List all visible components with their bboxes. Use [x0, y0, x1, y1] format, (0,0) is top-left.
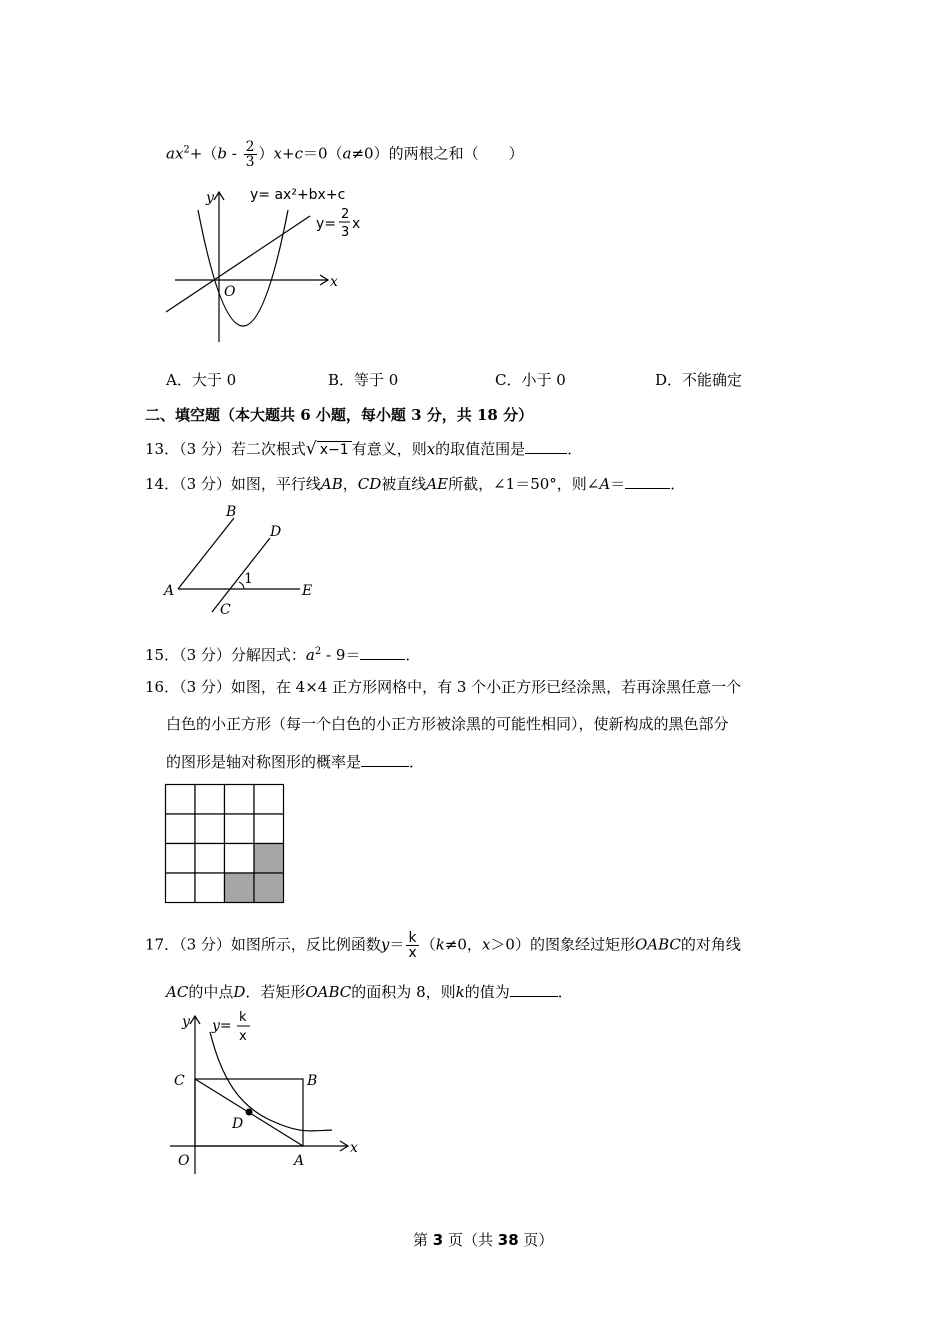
q17-point-d [246, 1109, 253, 1116]
q17-curve-label-den: x [239, 1029, 247, 1044]
q14-ae: AE [426, 475, 449, 493]
sqrt-icon: √ [305, 439, 317, 459]
grid-cell [225, 844, 255, 874]
footer-page-number: 3 [432, 1231, 444, 1249]
q12-stem-eq: ＝0（ [302, 144, 343, 163]
q16-grid [165, 784, 285, 902]
q12-line-label-x: x [352, 216, 361, 232]
q16-line1: 16．（3 分）如图，在 4×4 正方形网格中，有 3 个小正方形已经涂黑，若再涂黑任意一个 [145, 678, 742, 696]
q17-y: y [380, 935, 390, 954]
q12-option-d[interactable] [655, 370, 742, 390]
q13-answer-blank[interactable] [525, 439, 567, 454]
footer-total-pages: 38 [497, 1231, 519, 1249]
q12-option-a[interactable] [166, 370, 236, 390]
grid-cell [195, 785, 225, 815]
q17-figure [160, 1008, 365, 1178]
q17-l2-end: ． [557, 983, 573, 1001]
q14-eq: ＝ [610, 475, 626, 493]
grid-cell [166, 814, 196, 844]
q17-line1 [145, 931, 741, 960]
q12-graph [160, 182, 380, 352]
q12-stem-x: x [273, 144, 282, 163]
q12-option-b-text: 等于 0 [354, 371, 399, 389]
q13-var: x [426, 440, 436, 458]
q15-a: a [305, 646, 315, 664]
q17-l2-b: ．若矩形 [245, 983, 306, 1001]
q17-l2-e: 的值为 [464, 983, 510, 1001]
q14-end: ． [670, 475, 686, 493]
footer-suffix: 页） [518, 1231, 554, 1249]
q17-prefix: 17．（3 分）如图所示，反比例函数 [145, 935, 381, 954]
q12-stem-plus: + [281, 144, 295, 163]
page-footer [413, 1230, 553, 1250]
q12-line-label-den: 3 [341, 225, 350, 240]
q14-angle-a: A [599, 475, 611, 493]
q15-answer-blank[interactable] [360, 645, 405, 660]
q17-frac-den: x [408, 945, 417, 961]
q12-x-label: x [330, 274, 338, 290]
q17-frac-num: k [406, 931, 418, 946]
q12-y-label: y [206, 190, 214, 206]
q17-d: D [233, 983, 246, 1001]
q17-label-d: D [232, 1116, 244, 1132]
q17-line2 [166, 982, 573, 1002]
q17-oabc: OABC [634, 935, 681, 954]
q16-answer-blank[interactable] [361, 752, 409, 767]
q12-frac-den: 3 [245, 154, 255, 170]
q17-k: k [435, 935, 445, 954]
q17-eq: ＝ [389, 935, 405, 954]
q17-l2-oabc: OABC [305, 983, 352, 1001]
q13-text [145, 439, 582, 459]
q17-l2-a: 的中点 [188, 983, 234, 1001]
q12-option-b-key: B． [328, 371, 355, 389]
q15-exp: 2 [314, 646, 322, 657]
q14-mid: 被直线 [381, 475, 427, 493]
q14-tail: 所截，∠1＝50°，则∠ [448, 475, 600, 493]
grid-cell [254, 814, 284, 844]
q14-label-a: A [164, 583, 175, 599]
q17-label-a: A [294, 1153, 305, 1169]
q12-stem-a: a [342, 144, 352, 163]
q14-prefix: 14．（3 分）如图，平行线 [145, 475, 321, 493]
q12-stem-minus: - [226, 144, 242, 163]
q12-stem-paren: ） [258, 144, 274, 163]
q12-option-a-key: A． [166, 371, 192, 389]
grid-cell-shaded [254, 844, 284, 874]
q15-prefix: 15．（3 分）分解因式： [145, 646, 306, 664]
q17-p3: ＞0）的图象经过矩形 [490, 935, 635, 954]
q12-stem-b: b [217, 144, 227, 163]
q12-stem-exp: 2 [183, 144, 190, 156]
q13-mid: 有意义，则 [351, 440, 427, 458]
q17-label-b: B [307, 1073, 318, 1089]
q13-radicand: x−1 [317, 441, 352, 458]
q12-option-d-text: 不能确定 [682, 371, 743, 389]
q17-answer-blank[interactable] [510, 982, 558, 997]
q14-cd: CD [357, 475, 382, 493]
footer-prefix: 第 [413, 1231, 433, 1249]
grid-cell [225, 785, 255, 815]
q12-stem-tail: ≠0）的两根之和（ ） [351, 144, 524, 163]
q14-sep: ， [342, 475, 358, 493]
q13-end: ． [567, 440, 583, 458]
q17-ac: AC [166, 983, 189, 1001]
grid-cell [254, 785, 284, 815]
q14-label-1: 1 [244, 571, 253, 587]
q14-line-ab [178, 518, 234, 589]
grid-cell [166, 873, 196, 903]
grid-cell [166, 785, 196, 815]
q12-fraction [244, 140, 257, 169]
q12-stem-text: +（ [189, 144, 218, 163]
q12-option-c[interactable] [495, 370, 566, 390]
q17-curve-label-num: k [239, 1010, 247, 1025]
q12-option-b[interactable] [328, 370, 398, 390]
q14-label-e: E [302, 583, 313, 599]
q16-line2: 白色的小正方形（每一个白色的小正方形被涂黑的可能性相同），使新构成的黑色部分 [166, 715, 729, 733]
q13-prefix: 13．（3 分）若二次根式 [145, 440, 306, 458]
q17-fraction [406, 931, 418, 960]
q12-stem-ax: ax [166, 144, 184, 163]
q14-line-cd [212, 538, 270, 612]
section-title: 二、填空题（本大题共 6 小题，每小题 3 分，共 18 分） [145, 406, 534, 424]
q17-p1: （ [420, 935, 436, 954]
q14-figure [160, 500, 325, 620]
q17-label-o: O [178, 1153, 190, 1169]
q12-parabola [198, 210, 288, 326]
grid-cell [195, 873, 225, 903]
q16-end: ． [409, 753, 425, 771]
q12-option-a-text: 大于 0 [191, 371, 237, 389]
q17-y-label: y [182, 1014, 190, 1030]
q17-p4: 的对角线 [680, 935, 741, 954]
q12-origin-label: O [224, 284, 236, 300]
q14-label-b: B [226, 504, 237, 520]
q17-l2-k: k [455, 983, 465, 1001]
q12-curve-label: y= ax²+bx+c [250, 187, 346, 203]
q12-option-c-text: 小于 0 [521, 371, 566, 389]
q17-label-c: C [174, 1073, 185, 1089]
q12-stem-c: c [294, 144, 303, 163]
q12-line [166, 216, 310, 312]
grid-cell [195, 814, 225, 844]
grid-cell [166, 844, 196, 874]
q16-line3 [166, 752, 424, 772]
q15-tail: - 9＝ [321, 646, 361, 664]
q12-line-label-num: 2 [341, 207, 350, 222]
q15-end: ． [405, 646, 421, 664]
q17-x: x [481, 935, 491, 954]
q16-line3-text: 的图形是轴对称图形的概率是 [166, 753, 362, 771]
q14-label-c: C [220, 602, 231, 618]
footer-middle: 页（共 [443, 1231, 498, 1249]
q12-option-d-key: D． [655, 371, 683, 389]
grid-cell [225, 814, 255, 844]
q12-stem [166, 140, 524, 169]
q12-frac-num: 2 [245, 139, 255, 155]
q14-label-d: D [270, 524, 282, 540]
q17-x-label: x [350, 1140, 358, 1156]
q17-curve-label-prefix: y= [212, 1018, 232, 1034]
grid-cell-shaded [225, 873, 255, 903]
q14-ab: AB [320, 475, 343, 493]
q14-text [145, 474, 685, 494]
grid-cell-shaded [254, 873, 284, 903]
q15-text [145, 642, 420, 665]
q14-answer-blank[interactable] [625, 474, 670, 489]
q13-tail: 的取值范围是 [435, 440, 526, 458]
q17-l2-c: 的面积为 8，则 [351, 983, 456, 1001]
q12-option-c-key: C． [495, 371, 522, 389]
q12-line-label-prefix: y= [316, 216, 337, 232]
q17-p2: ≠0， [444, 935, 482, 954]
grid-cell [195, 844, 225, 874]
